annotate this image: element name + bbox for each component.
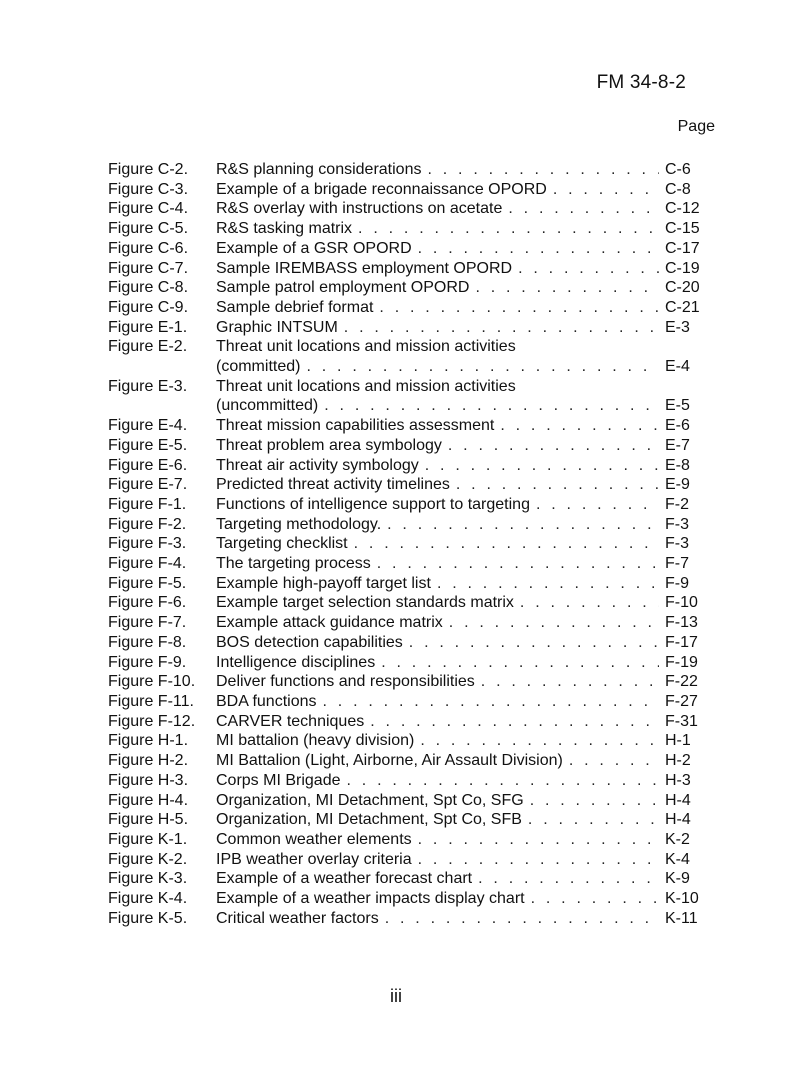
toc-entry <box>108 298 703 318</box>
toc-entry <box>108 180 703 200</box>
page-ref: K-2 <box>665 830 690 848</box>
dot-leader <box>344 318 659 338</box>
figure-title: Organization, MI Detachment, Spt Co, SFB <box>216 811 522 829</box>
figure-title: Threat mission capabilities assessment <box>216 417 495 435</box>
dot-leader <box>323 692 660 712</box>
figure-number: Figure K-3. <box>108 870 188 888</box>
figure-number: Figure H-4. <box>108 791 189 809</box>
toc-entry <box>108 672 703 692</box>
dot-leader <box>530 791 659 811</box>
figure-number: Figure E-1. <box>108 318 188 336</box>
page-ref: E-9 <box>665 476 690 494</box>
page-ref: C-6 <box>665 161 691 178</box>
figure-title: Example target selection standards matrix <box>216 594 514 612</box>
toc-entry <box>108 613 703 633</box>
figure-title: Example of a brigade reconnaissance OPORD <box>216 180 547 198</box>
figure-number: Figure C-4. <box>108 200 189 218</box>
dot-leader <box>418 850 659 870</box>
page-ref: E-8 <box>665 456 690 474</box>
dot-leader <box>569 751 659 771</box>
dot-leader <box>418 830 659 850</box>
figure-title: Sample IREMBASS employment OPORD <box>216 259 513 277</box>
page-ref: H-1 <box>665 732 691 750</box>
figure-number: Figure C-2. <box>108 161 189 178</box>
page-ref: F-22 <box>665 673 698 691</box>
dot-leader <box>370 712 659 732</box>
toc-entry <box>108 653 703 673</box>
toc-entry <box>108 830 703 850</box>
toc-entry <box>108 810 703 830</box>
dot-leader <box>437 574 659 594</box>
toc-entry <box>108 160 703 180</box>
dot-leader <box>478 869 659 889</box>
figure-number: Figure H-1. <box>108 732 189 750</box>
dot-leader <box>536 495 659 515</box>
page-column-header: Page <box>677 118 715 135</box>
page-ref: C-21 <box>665 298 700 316</box>
page-ref: H-4 <box>665 791 691 809</box>
page-ref: H-3 <box>665 771 691 789</box>
toc-entry <box>108 495 703 515</box>
page-ref: C-17 <box>665 239 700 257</box>
dot-leader <box>377 554 659 574</box>
dot-leader <box>354 534 659 554</box>
figure-number: Figure C-8. <box>108 279 189 297</box>
page-ref: F-31 <box>665 712 698 730</box>
toc-entry <box>108 219 703 239</box>
figure-number: Figure F-12. <box>108 712 196 730</box>
figure-title: Targeting methodology. <box>216 515 382 533</box>
figure-number: Figure H-2. <box>108 752 189 770</box>
toc-entry <box>108 791 703 811</box>
dot-leader <box>420 731 659 751</box>
figure-title: Sample patrol employment OPORD <box>216 279 470 297</box>
page-ref: F-3 <box>665 515 689 533</box>
page-ref: K-10 <box>665 890 699 908</box>
dot-leader <box>409 633 659 653</box>
figure-title: Deliver functions and responsibilities <box>216 673 475 691</box>
toc-entry <box>108 278 703 298</box>
figure-number: Figure K-2. <box>108 850 188 868</box>
dot-leader <box>475 278 659 298</box>
figure-title: Targeting checklist <box>216 535 348 553</box>
page-ref: E-7 <box>665 436 690 454</box>
figure-title: The targeting process <box>216 555 371 573</box>
figure-title: MI Battalion (Light, Airborne, Air Assault Division) <box>216 752 563 770</box>
figure-title: Example of a weather impacts display chart <box>216 890 525 908</box>
page-ref: K-11 <box>665 909 698 927</box>
dot-leader <box>449 613 659 633</box>
figure-number: Figure C-7. <box>108 259 189 277</box>
figure-number: Figure F-4. <box>108 555 187 573</box>
dot-leader <box>387 515 659 535</box>
dot-leader <box>456 475 659 495</box>
figure-number: Figure C-6. <box>108 239 189 257</box>
page-ref: C-20 <box>665 279 700 297</box>
toc-entry <box>108 259 703 279</box>
toc-entry <box>108 771 703 791</box>
toc-entry <box>108 199 703 219</box>
figure-title: R&S tasking matrix <box>216 220 353 238</box>
figure-number: Figure E-6. <box>108 456 188 474</box>
figure-title: R&S overlay with instructions on acetate <box>216 200 503 218</box>
toc-entry <box>108 850 703 870</box>
page-number: iii <box>390 986 402 1006</box>
toc-entry <box>108 456 703 476</box>
figure-number: Figure F-6. <box>108 594 187 612</box>
figure-title: MI battalion (heavy division) <box>216 732 415 750</box>
toc-entry <box>108 593 703 613</box>
figure-number: Figure K-4. <box>108 890 188 908</box>
page-ref: F-7 <box>665 555 689 573</box>
figure-title: Graphic INTSUM <box>216 318 338 336</box>
dot-leader <box>358 219 659 239</box>
toc-entry <box>108 337 703 376</box>
toc-entry <box>108 239 703 259</box>
page-ref: H-2 <box>665 752 691 770</box>
toc-entry <box>108 574 703 594</box>
figure-title: Threat problem area symbology <box>216 436 442 454</box>
toc-entry <box>108 416 703 436</box>
page-ref: E-4 <box>665 358 690 376</box>
figure-title: Example of a weather forecast chart <box>216 870 473 888</box>
dot-leader <box>481 672 659 692</box>
toc-entry <box>108 436 703 456</box>
figure-number: Figure E-2. <box>108 338 188 356</box>
page-ref: K-9 <box>665 870 690 888</box>
figure-number: Figure K-1. <box>108 830 188 848</box>
toc-entry <box>108 515 703 535</box>
figure-title: Example attack guidance matrix <box>216 614 443 632</box>
figure-title-line1: Threat unit locations and mission activities <box>216 377 516 395</box>
figure-number: Figure K-5. <box>108 909 188 927</box>
figure-number: Figure E-4. <box>108 417 188 435</box>
dot-leader <box>418 239 659 259</box>
figure-title-line1: Threat unit locations and mission activities <box>216 338 516 356</box>
figure-number: Figure C-5. <box>108 220 189 238</box>
page-ref: F-2 <box>665 495 689 513</box>
page-ref: F-3 <box>665 535 689 553</box>
figure-title: Intelligence disciplines <box>216 653 376 671</box>
figure-number: Figure E-3. <box>108 377 188 395</box>
page-ref: C-8 <box>665 180 691 198</box>
dot-leader <box>518 259 659 279</box>
toc-entry <box>108 377 703 416</box>
figure-number: Figure C-3. <box>108 180 189 198</box>
dot-leader <box>381 653 659 673</box>
figure-number: Figure F-3. <box>108 535 187 553</box>
figure-title: (committed) <box>216 358 301 376</box>
toc-entry <box>108 692 703 712</box>
dot-leader <box>379 298 659 318</box>
figure-title: (uncommitted) <box>216 397 319 415</box>
figure-number: Figure H-3. <box>108 771 189 789</box>
toc-entry <box>108 475 703 495</box>
dot-leader <box>531 889 659 909</box>
toc-entry <box>108 751 703 771</box>
page-ref: F-9 <box>665 574 689 592</box>
page-ref: F-10 <box>665 594 698 612</box>
figure-title: Common weather elements <box>216 830 412 848</box>
figure-title: Organization, MI Detachment, Spt Co, SFG <box>216 791 524 809</box>
figure-number: Figure F-2. <box>108 515 187 533</box>
figure-title: CARVER techniques <box>216 712 365 730</box>
page-ref: E-5 <box>665 397 690 415</box>
page-ref: C-12 <box>665 200 700 218</box>
page-ref: F-19 <box>665 653 698 671</box>
figure-number: Figure F-10. <box>108 673 196 691</box>
toc-entry <box>108 712 703 732</box>
toc-entry <box>108 534 703 554</box>
page-ref: C-15 <box>665 220 700 238</box>
figure-number: Figure C-9. <box>108 298 189 316</box>
dot-leader <box>508 199 659 219</box>
page-ref: E-6 <box>665 417 690 435</box>
dot-leader <box>520 593 659 613</box>
figure-title: Predicted threat activity timelines <box>216 476 450 494</box>
figure-number: Figure F-1. <box>108 495 187 513</box>
toc-entry <box>108 554 703 574</box>
toc-entry <box>108 869 703 889</box>
dot-leader <box>553 180 659 200</box>
figure-title: IPB weather overlay criteria <box>216 850 412 868</box>
document-id: FM 34-8-2 <box>596 72 686 93</box>
page-ref: C-19 <box>665 259 700 277</box>
figure-number: Figure F-7. <box>108 614 187 632</box>
dot-leader <box>324 396 659 416</box>
figure-number: Figure F-8. <box>108 633 187 651</box>
dot-leader <box>500 416 659 436</box>
page-ref: H-4 <box>665 811 691 829</box>
list-of-figures <box>108 160 703 928</box>
dot-leader <box>528 810 659 830</box>
dot-leader <box>448 436 659 456</box>
page-ref: F-13 <box>665 614 698 632</box>
toc-entry <box>108 318 703 338</box>
dot-leader <box>306 357 659 377</box>
figure-number: Figure H-5. <box>108 811 189 829</box>
page-ref: K-4 <box>665 850 690 868</box>
figure-title: R&S planning considerations <box>216 161 422 178</box>
figure-number: Figure E-5. <box>108 436 188 454</box>
figure-number: Figure F-11. <box>108 692 194 710</box>
figure-title: BDA functions <box>216 692 317 710</box>
figure-title: Sample debrief format <box>216 298 374 316</box>
dot-leader <box>385 909 659 929</box>
page-ref: F-27 <box>665 692 698 710</box>
figure-title: Example high-payoff target list <box>216 574 431 592</box>
dot-leader <box>347 771 660 791</box>
dot-leader <box>425 456 659 476</box>
figure-number: Figure E-7. <box>108 476 188 494</box>
figure-title: BOS detection capabilities <box>216 633 403 651</box>
figure-title: Corps MI Brigade <box>216 771 341 789</box>
page-ref: E-3 <box>665 318 690 336</box>
toc-entry <box>108 633 703 653</box>
toc-entry <box>108 909 703 929</box>
figure-title: Example of a GSR OPORD <box>216 239 412 257</box>
figure-title: Threat air activity symbology <box>216 456 419 474</box>
toc-entry <box>108 889 703 909</box>
page-ref: F-17 <box>665 633 698 651</box>
figure-title: Functions of intelligence support to targeting <box>216 495 530 513</box>
dot-leader <box>427 160 659 180</box>
figure-number: Figure F-9. <box>108 653 187 671</box>
figure-number: Figure F-5. <box>108 574 187 592</box>
toc-entry <box>108 731 703 751</box>
figure-title: Critical weather factors <box>216 909 379 927</box>
